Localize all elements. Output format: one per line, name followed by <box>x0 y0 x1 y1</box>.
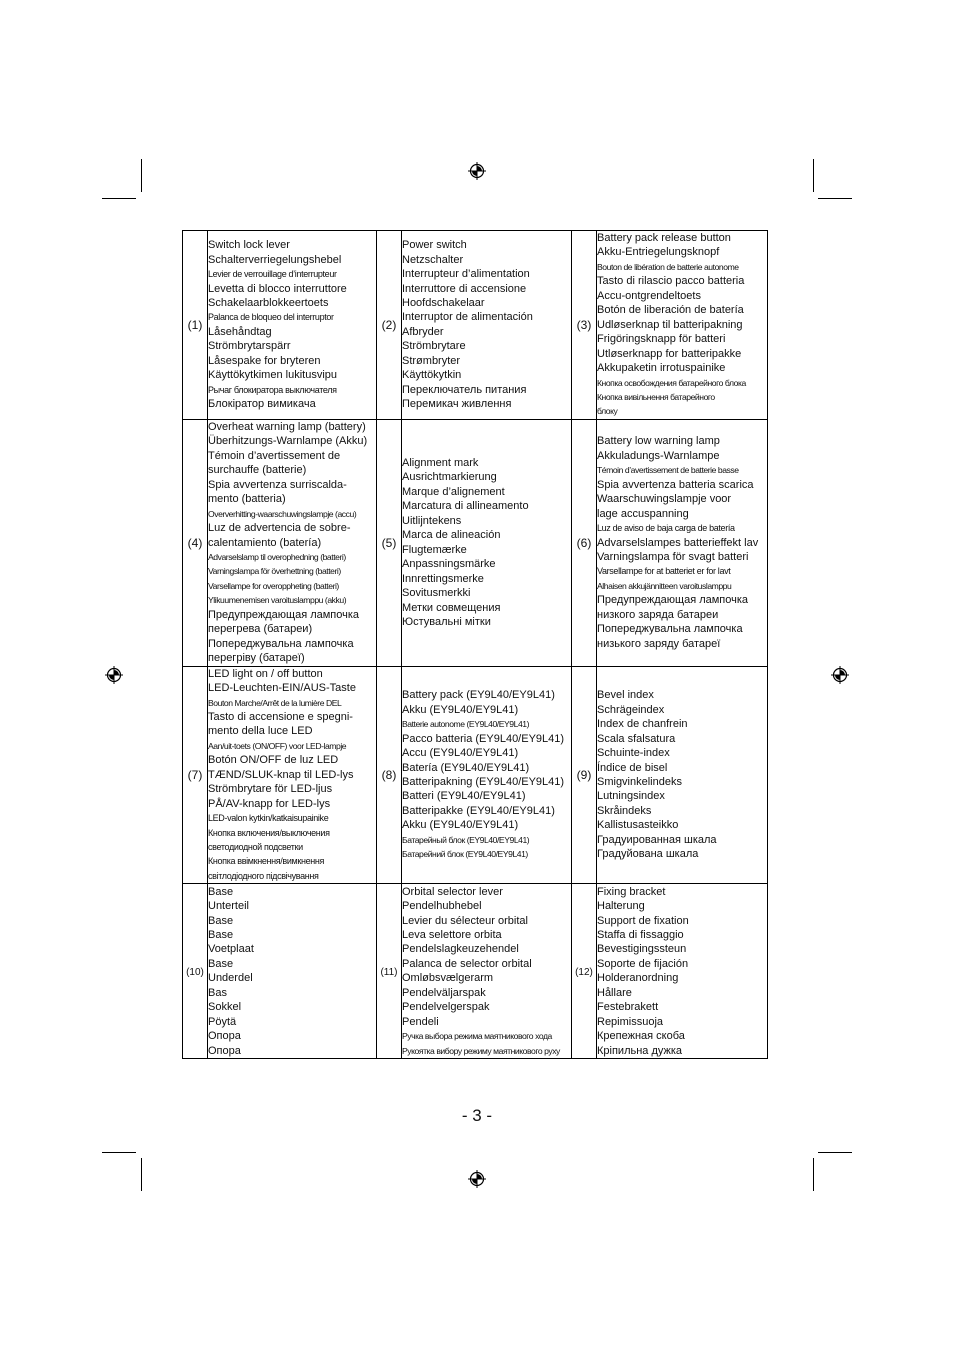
part-name-translation: Рукоятка вибору режиму маятникового руху <box>402 1045 560 1056</box>
part-name-translation: Témoin d’avertissement de <box>208 449 341 462</box>
part-name-translation: Pendeli <box>402 1015 439 1028</box>
page-number: - 3 - <box>461 1106 493 1125</box>
part-name-translation: Bevestigingssteun <box>597 943 687 956</box>
part-number-cell <box>572 419 597 666</box>
part-name-translation: блоку <box>597 406 618 417</box>
part-name-translation: Spia avvertenza batteria scarica <box>597 478 754 491</box>
part-name-translation: Кнопка ввімкнення/вимкнення <box>208 856 324 867</box>
part-name-translation: LED-Leuchten-EIN/AUS-Taste <box>208 682 356 695</box>
part-name-translation: mento (batteria) <box>208 493 286 506</box>
registration-mark-icon <box>468 162 486 180</box>
part-number: (5) <box>381 535 397 550</box>
part-name-translation: Батарейный блок (EY9L40/EY9L41) <box>402 834 530 845</box>
part-number-cell <box>377 666 402 884</box>
part-name-translation: Hållare <box>597 986 632 999</box>
part-name-translation: LED light on / off button <box>208 667 323 680</box>
part-names-cell <box>208 231 377 420</box>
part-name-translation: Uitlijntekens <box>402 514 462 527</box>
part-name-translation: Pöytä <box>208 1015 237 1028</box>
part-name-translation: Перемикач живлення <box>402 398 512 411</box>
part-name-translation: Fixing bracket <box>597 885 666 898</box>
part-name-translation: Strömbrytare <box>402 340 466 353</box>
part-name-translation: Кнопка включения/выключения <box>208 827 330 838</box>
part-names-cell <box>597 666 768 884</box>
part-number: (9) <box>576 767 592 782</box>
table-row <box>183 666 768 884</box>
part-number-cell <box>572 884 597 1059</box>
part-name-translation: Bouton de libération de batterie autonome <box>597 261 739 272</box>
part-name-translation: Botón de liberación de batería <box>597 304 744 317</box>
part-name-translation: Sovitusmerkki <box>402 587 471 600</box>
part-number: (4) <box>187 535 203 550</box>
part-name-translation: Ручка выбора режима маятникового хода <box>402 1031 552 1042</box>
part-name-translation: Interruttore di accensione <box>402 282 527 295</box>
part-name-translation: Índice de bisel <box>597 761 668 774</box>
part-name-translation: Index de chanfrein <box>597 718 688 731</box>
part-name-translation: Varsellampe for at batteriet er for lavt <box>597 566 731 577</box>
part-name-translation: Netzschalter <box>402 253 464 266</box>
part-name-translation: Staffa di fissaggio <box>597 929 684 942</box>
part-name-translation: Utløserknapp for batteripakke <box>597 347 742 360</box>
part-name-translation: світлодіодного підсвічування <box>208 870 319 881</box>
part-name-translation: Base <box>208 929 234 942</box>
part-name-translation: Battery pack release button <box>597 232 731 244</box>
part-name-translation: Опора <box>208 1030 241 1043</box>
part-name-translation: Попереджувальна лампочка <box>208 637 354 650</box>
part-name-translation: Halterung <box>597 900 645 913</box>
part-name-translation: Leva selettore orbita <box>402 929 502 942</box>
registration-mark-icon <box>831 666 849 684</box>
part-names-cell <box>597 231 768 420</box>
part-name-translation: Afbryder <box>402 325 444 338</box>
part-name-translation: Interruptor de alimentación <box>402 311 533 324</box>
part-name-translation: перегріву (батареї) <box>208 652 305 665</box>
part-name-translation: Advarselslampes batterieffekt lav <box>597 536 759 549</box>
part-name-translation: Scala sfalsatura <box>597 732 676 745</box>
crop-mark-bottom-right-h <box>818 1152 852 1153</box>
part-name-translation: Orbital selector lever <box>402 885 503 898</box>
part-name-translation: Метки совмещения <box>402 601 501 614</box>
part-name-translation: Pendelvelgerspak <box>402 1001 490 1014</box>
part-name-translation: Unterteil <box>208 900 249 913</box>
part-name-translation: Akkuladungs-Warnlampe <box>597 449 720 462</box>
crop-mark-top-left-h <box>102 198 136 199</box>
part-names-cell <box>402 231 572 420</box>
part-number: (8) <box>381 767 397 782</box>
part-name-translation: Botón ON/OFF de luz LED <box>208 754 339 767</box>
crop-mark-bottom-left-h <box>102 1152 136 1153</box>
part-name-translation: LED-valon kytkin/katkaisupainike <box>208 813 329 824</box>
part-name-translation: Pendelväljarspak <box>402 986 486 999</box>
part-name-translation: Udløserknap til batteripakning <box>597 318 743 331</box>
part-number-cell <box>377 419 402 666</box>
part-number: (11) <box>380 967 398 979</box>
part-names-cell <box>402 419 572 666</box>
part-name-translation: Soporte de fijación <box>597 957 689 970</box>
part-name-translation: Кріпильна дужка <box>597 1044 683 1057</box>
part-name-translation: Ausrichtmarkierung <box>402 471 497 484</box>
part-name-translation: Festebrakett <box>597 1001 659 1014</box>
part-name-translation: calentamiento (batería) <box>208 536 322 549</box>
part-name-translation: Юстувальні мітки <box>402 616 491 628</box>
part-name-translation: Tasto di rilascio pacco batteria <box>597 275 745 288</box>
part-name-translation: Strömbrytare för LED-ljus <box>208 783 333 796</box>
part-name-translation: Aan/uit-toets (ON/OFF) voor LED-lampje <box>208 740 347 751</box>
part-name-translation: Schrägeindex <box>597 703 665 716</box>
part-name-translation: Bas <box>208 986 227 999</box>
part-name-translation: Varningslampa för svagt batteri <box>597 550 749 563</box>
crop-mark-bottom-right-v <box>813 1158 814 1191</box>
part-name-translation: Batería (EY9L40/EY9L41) <box>402 761 530 774</box>
crop-mark-bottom-left-v <box>141 1158 142 1191</box>
part-name-translation: Smigvinkelindeks <box>597 775 682 788</box>
part-name-translation: Градуйована шкала <box>597 848 699 861</box>
part-name-translation: PÅ/AV-knapp for LED-lys <box>208 797 331 810</box>
part-number: (3) <box>576 317 592 332</box>
part-number: (6) <box>576 535 592 550</box>
part-name-translation: Waarschuwingslampje voor <box>597 493 732 506</box>
part-name-translation: Support de fixation <box>597 914 689 927</box>
part-name-translation: Pendelhubhebel <box>402 900 482 913</box>
part-name-translation: Témoin d’avertissement de batterie basse <box>597 465 739 476</box>
part-name-translation: Switch lock lever <box>208 239 290 252</box>
part-name-translation: Попереджувальна лампочка <box>597 623 743 636</box>
part-name-translation: Spia avvertenza surriscalda- <box>208 478 347 491</box>
part-name-translation: Akku-Entriegelungsknopf <box>597 246 720 259</box>
part-name-translation: Palanca de bloqueo del interruptor <box>208 312 334 323</box>
part-name-translation: низкого заряда батареи <box>597 608 719 621</box>
part-name-translation: Innrettingsmerke <box>402 572 484 585</box>
part-name-translation: Akku (EY9L40/EY9L41) <box>402 703 519 716</box>
part-name-translation: Levier de verrouillage d’interrupteur <box>208 269 337 280</box>
part-name-translation: Käyttökytkimen lukitusvipu <box>208 369 337 382</box>
part-name-translation: Battery low warning lamp <box>597 435 720 448</box>
part-name-translation: Varsellampe for overoppheting (batteri) <box>208 580 339 591</box>
part-number: (12) <box>575 967 593 979</box>
registration-mark-icon <box>105 666 123 684</box>
part-number-cell <box>572 666 597 884</box>
part-names-cell <box>402 666 572 884</box>
crop-mark-top-right-v <box>813 159 814 192</box>
part-name-translation: Anpassningsmärke <box>402 558 496 571</box>
part-number-cell <box>183 884 208 1059</box>
part-name-translation: Akku (EY9L40/EY9L41) <box>402 819 519 832</box>
part-name-translation: светодиодной подсветки <box>208 842 303 853</box>
part-name-translation: Låsespake for bryteren <box>208 354 321 367</box>
part-name-translation: Skråindeks <box>597 804 652 817</box>
part-name-translation: Base <box>208 914 234 927</box>
part-names-cell <box>208 419 377 666</box>
part-name-translation: Градуированная шкала <box>597 833 717 846</box>
part-number-cell <box>183 231 208 420</box>
part-name-translation: Luz de advertencia de sobre- <box>208 522 351 535</box>
part-name-translation: Sokkel <box>208 1001 242 1014</box>
part-name-translation: Kallistusasteikko <box>597 819 679 832</box>
part-number-cell <box>572 231 597 420</box>
part-name-translation: Interrupteur d’alimentation <box>402 268 530 281</box>
part-name-translation: Alignment mark <box>402 457 479 470</box>
part-name-translation: Tasto di accensione e spegni- <box>208 710 353 723</box>
part-name-translation: Marcatura di allineamento <box>402 500 529 513</box>
part-number-cell <box>183 419 208 666</box>
crop-mark-top-left-v <box>141 159 142 192</box>
part-name-translation: Переключатель питания <box>402 383 527 396</box>
crop-mark-top-right-h <box>818 198 852 199</box>
part-name-translation: Hoofdschakelaar <box>402 297 485 310</box>
part-name-translation: Schalterverriegelungshebel <box>208 253 342 266</box>
part-number: (2) <box>381 317 397 332</box>
part-name-translation: Batteripakning (EY9L40/EY9L41) <box>402 775 565 788</box>
part-name-translation: Accu (EY9L40/EY9L41) <box>402 747 519 760</box>
part-name-translation: Batteripakke (EY9L40/EY9L41) <box>402 804 555 817</box>
part-names-cell <box>402 884 572 1059</box>
parts-table <box>182 230 768 1059</box>
part-name-translation: Крепежная скоба <box>597 1030 685 1043</box>
part-name-translation: Предупреждающая лампочка <box>208 608 360 621</box>
part-name-translation: Låsehåndtag <box>208 325 272 338</box>
part-name-translation: Levier du sélecteur orbital <box>402 914 528 927</box>
part-name-translation: Accu-ontgrendeltoets <box>597 289 701 302</box>
part-names-cell <box>208 884 377 1059</box>
part-name-translation: перегрева (батареи) <box>208 623 313 636</box>
part-name-translation: Блокіратор вимикача <box>208 398 316 411</box>
part-name-translation: Ylikuumenemisen varoituslamppu (akku) <box>208 595 347 606</box>
part-name-translation: Strömbrytarspärr <box>208 340 291 353</box>
part-number-cell <box>377 231 402 420</box>
table-row <box>183 884 768 1059</box>
part-name-translation: Battery pack (EY9L40/EY9L41) <box>402 689 555 702</box>
part-name-translation: Akkupaketin irrotuspainike <box>597 362 726 375</box>
part-name-translation: Base <box>208 957 234 970</box>
part-number-cell <box>377 884 402 1059</box>
part-name-translation: Repimissuoja <box>597 1015 664 1028</box>
part-name-translation: Holderanordning <box>597 972 679 985</box>
part-name-translation: Palanca de selector orbital <box>402 957 532 970</box>
part-name-translation: Advarselslamp til overophedning (batteri) <box>208 551 346 562</box>
part-name-translation: Рычаг блокиратора выключателя <box>208 384 337 395</box>
part-name-translation: Батарейний блок (EY9L40/EY9L41) <box>402 849 528 860</box>
part-names-cell <box>597 884 768 1059</box>
part-name-translation: Batteri (EY9L40/EY9L41) <box>402 790 526 803</box>
part-name-translation: Предупреждающая лампочка <box>597 594 749 607</box>
part-names-cell <box>208 666 377 884</box>
part-name-translation: Underdel <box>208 972 253 985</box>
part-name-translation: Schakelaarblokkeertoets <box>208 297 329 310</box>
part-name-translation: Flugtemærke <box>402 543 467 556</box>
part-number: (7) <box>187 767 203 782</box>
part-name-translation: Alhaisen akkujännitteen varoituslamppu <box>597 580 732 591</box>
part-name-translation: Base <box>208 885 234 898</box>
part-name-translation: Überhitzungs-Warnlampe (Akku) <box>208 435 368 448</box>
part-name-translation: Voetplaat <box>208 943 254 956</box>
part-name-translation: Omløbsvælgerarm <box>402 972 494 985</box>
part-name-translation: Кнопка освобождения батарейного блока <box>597 377 746 388</box>
table-row <box>183 419 768 666</box>
part-name-translation: Опора <box>208 1044 241 1057</box>
part-name-translation: Oververhitting-waarschuwingslampje (accu) <box>208 508 357 519</box>
registration-mark-icon <box>468 1170 486 1188</box>
part-name-translation: Кнопка вивільнення батарейного <box>597 391 715 402</box>
part-names-cell <box>597 419 768 666</box>
part-name-translation: Marca de alineación <box>402 529 501 542</box>
part-name-translation: Overheat warning lamp (battery) <box>208 420 366 433</box>
part-name-translation: Power switch <box>402 239 467 252</box>
part-name-translation: Frigöringsknapp för batteri <box>597 333 726 346</box>
part-name-translation: Bevel index <box>597 689 654 702</box>
part-name-translation: Batterie autonome (EY9L40/EY9L41) <box>402 719 530 730</box>
part-name-translation: mento della luce LED <box>208 725 313 738</box>
part-name-translation: Lutningsindex <box>597 790 665 803</box>
part-name-translation: surchauffe (batterie) <box>208 464 307 477</box>
part-name-translation: Pendelslagkeuzehendel <box>402 943 519 956</box>
part-name-translation: Käyttökytkin <box>402 369 462 382</box>
part-name-translation: TÆND/SLUK-knap til LED-lys <box>208 768 354 781</box>
part-name-translation: Marque d’alignement <box>402 485 505 498</box>
part-name-translation: Luz de aviso de baja carga de batería <box>597 523 735 534</box>
part-name-translation: Levetta di blocco interruttore <box>208 282 347 295</box>
part-name-translation: Bouton Marche/Arrêt de la lumière DEL <box>208 697 342 708</box>
part-number: (10) <box>186 967 204 979</box>
part-name-translation: Pacco batteria (EY9L40/EY9L41) <box>402 732 565 745</box>
parts-table-body <box>183 231 768 1059</box>
part-number-cell <box>183 666 208 884</box>
part-number: (1) <box>187 317 203 332</box>
part-name-translation: низького заряду батареї <box>597 637 721 650</box>
table-row <box>183 231 768 420</box>
part-name-translation: Schuinte-index <box>597 747 670 760</box>
part-name-translation: lage accuspanning <box>597 507 689 520</box>
part-name-translation: Strømbryter <box>402 354 461 367</box>
part-name-translation: Varningslampa för överhettning (batteri) <box>208 566 341 577</box>
